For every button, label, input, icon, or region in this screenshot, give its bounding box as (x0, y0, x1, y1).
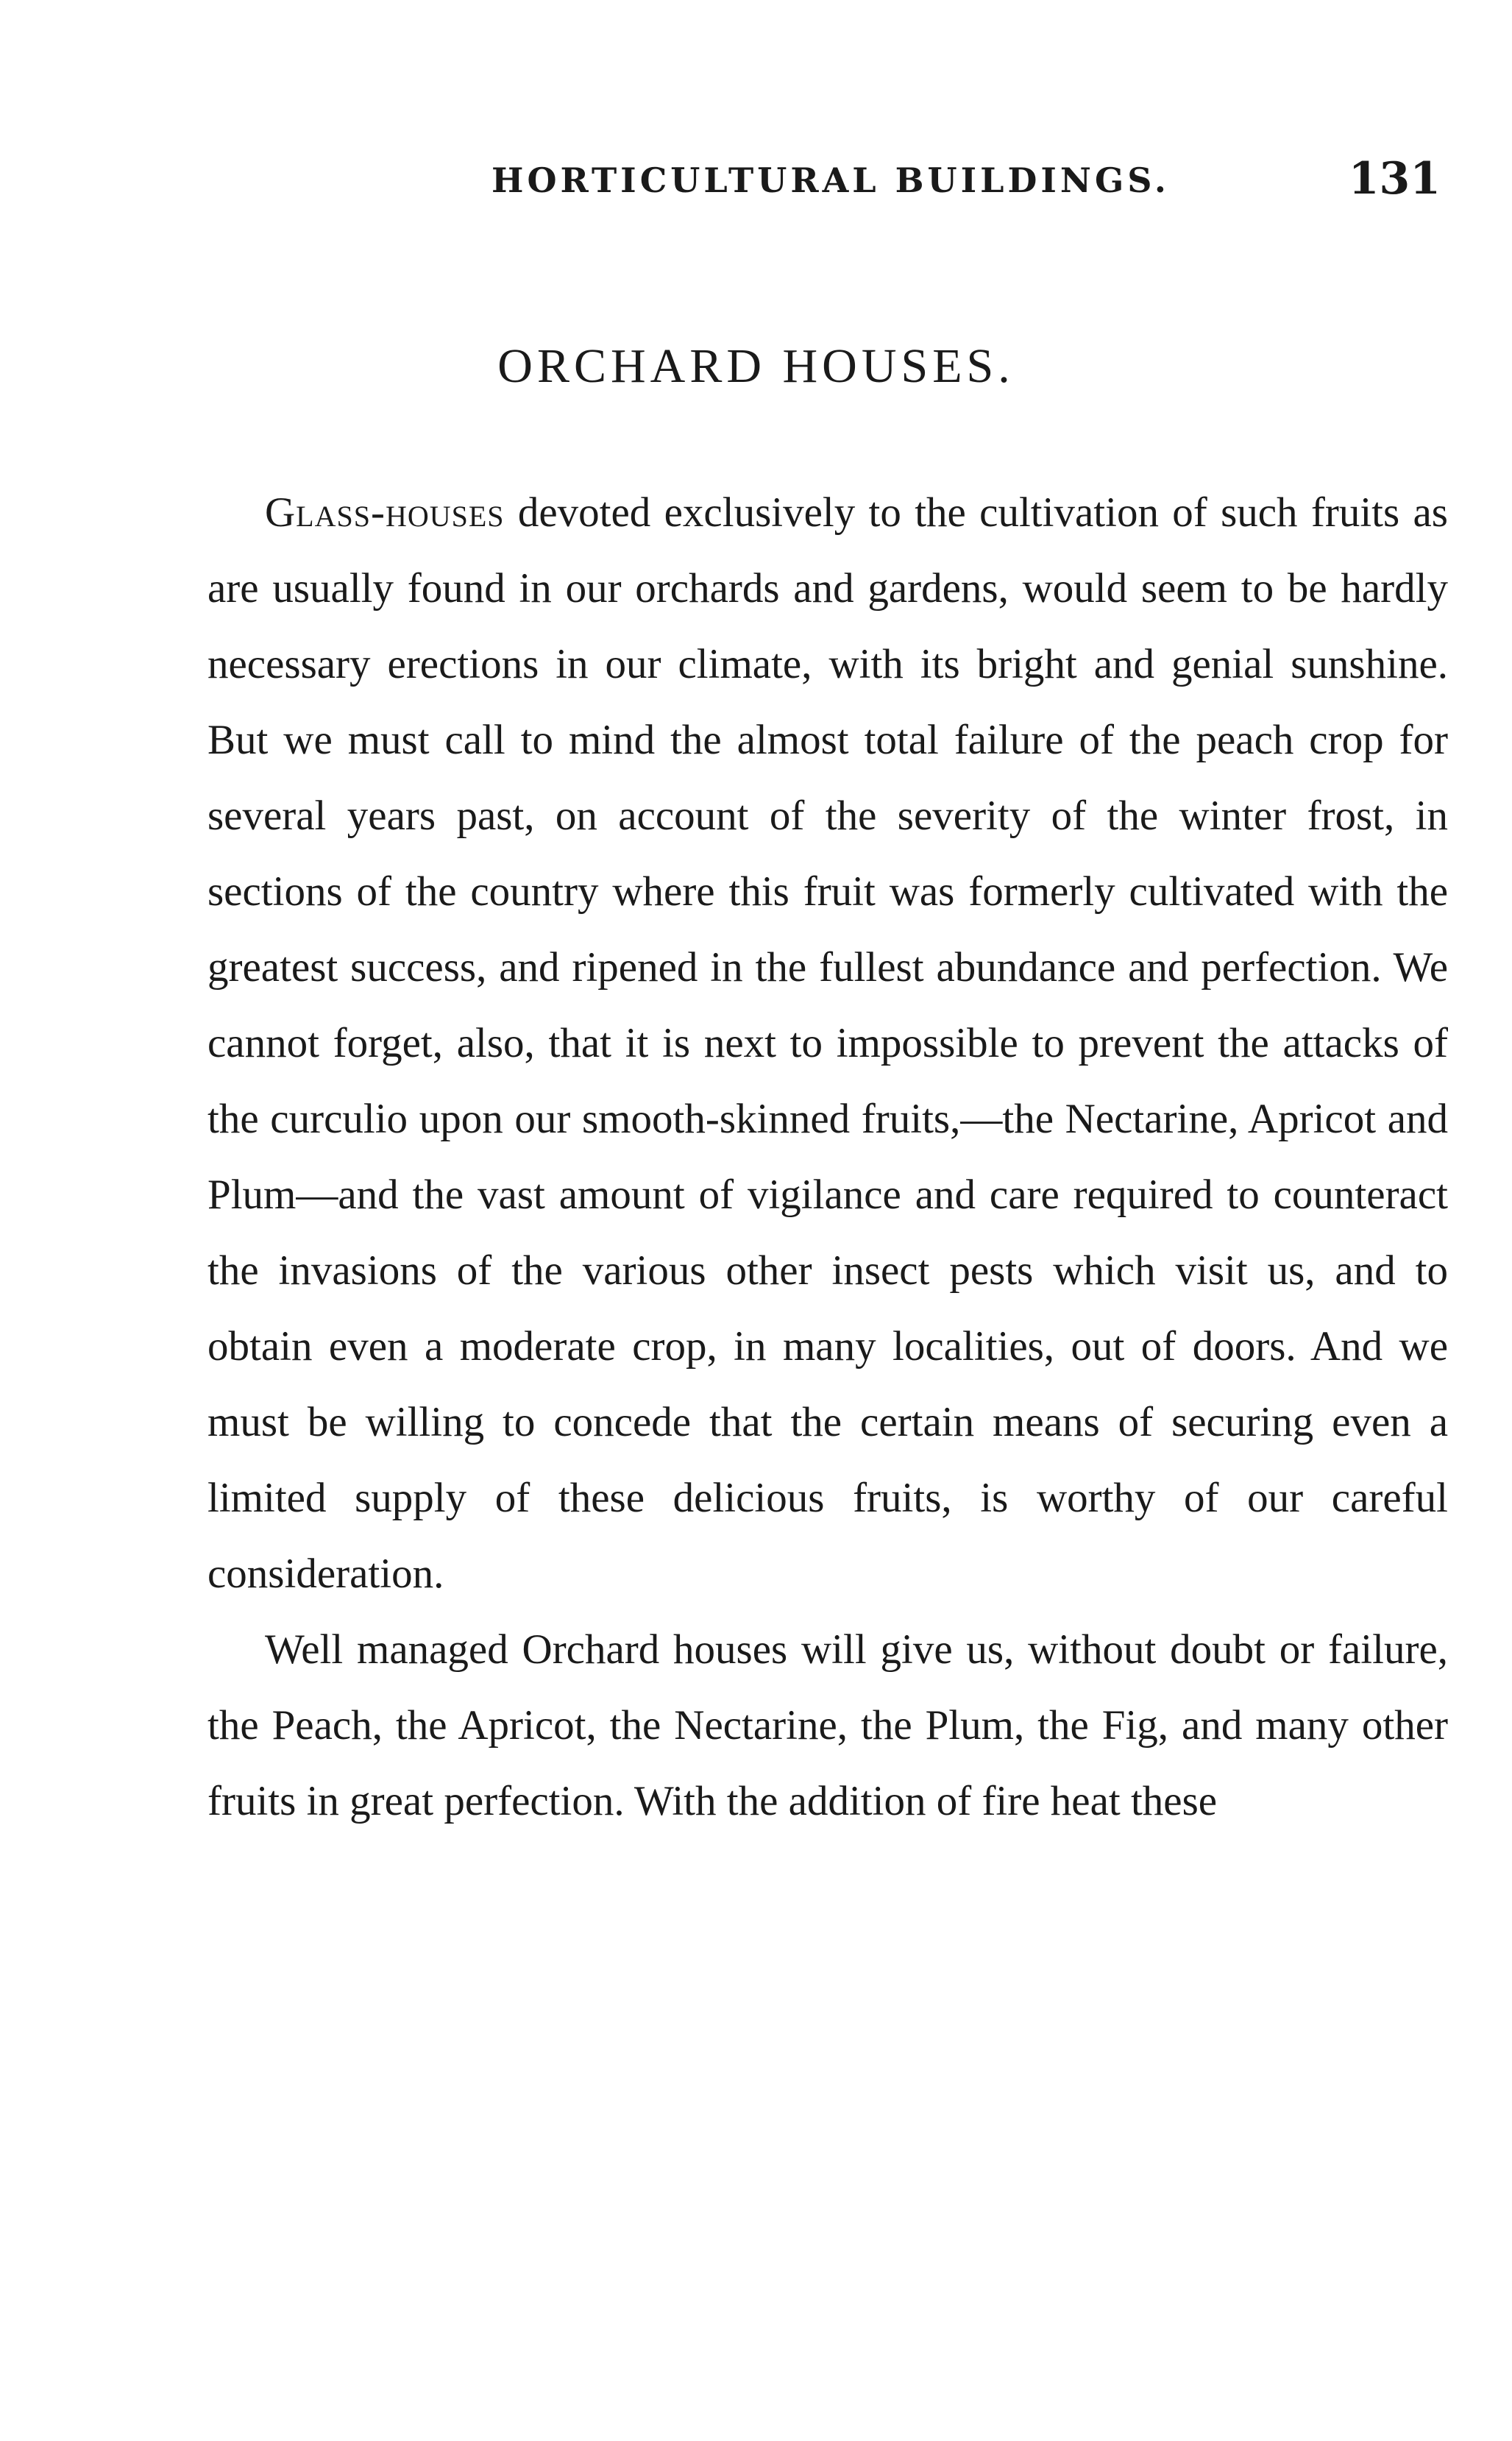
running-head (207, 153, 1455, 212)
paragraph-lead-caps: Glass-houses (265, 489, 505, 536)
page-number: 131 (1348, 153, 1441, 205)
running-title: HORTICULTURAL BUILDINGS. (491, 160, 1170, 200)
paragraph-1 (207, 475, 1448, 1612)
chapter-title: ORCHARD HOUSES. (497, 339, 1015, 393)
paragraph-2 (207, 1612, 1448, 1839)
paragraph-1-text: devoted exclusively to the cultivation of such fruits as are usually found in our orchards and gardens, would seem to be hardly necessary erections in our climate, with its bright and genial sunshine. But we must call to mind the almost total failure of the peach crop for several years past, on account of the severity of the winter frost, in sections of the country where this fruit was formerly cultivated with the greatest success, and ripened in the fullest abundance and perfection. We cannot forget, also, that it is next to impossible to prevent the attacks of the curculio upon our smooth-skinned fruits,—the Nectarine, Apricot and Plum—and the vast amount of vigilance and care required to counteract the invasions of the various other insect pests which visit us, and to obtain even a moderate crop, in many localities, out of doors. And we must be willing to concede that the certain means of securing even a limited supply of these delicious fruits, is worthy of our careful consideration. (207, 489, 1448, 1597)
body-text (207, 475, 1448, 1839)
paragraph-2-text: Well managed Orchard houses will give us, without doubt or failure, the Peach, the Apricot, the Nectarine, the Plum, the Fig, and many other fruits in great perfection. With the addition of fire heat these (207, 1626, 1448, 1824)
